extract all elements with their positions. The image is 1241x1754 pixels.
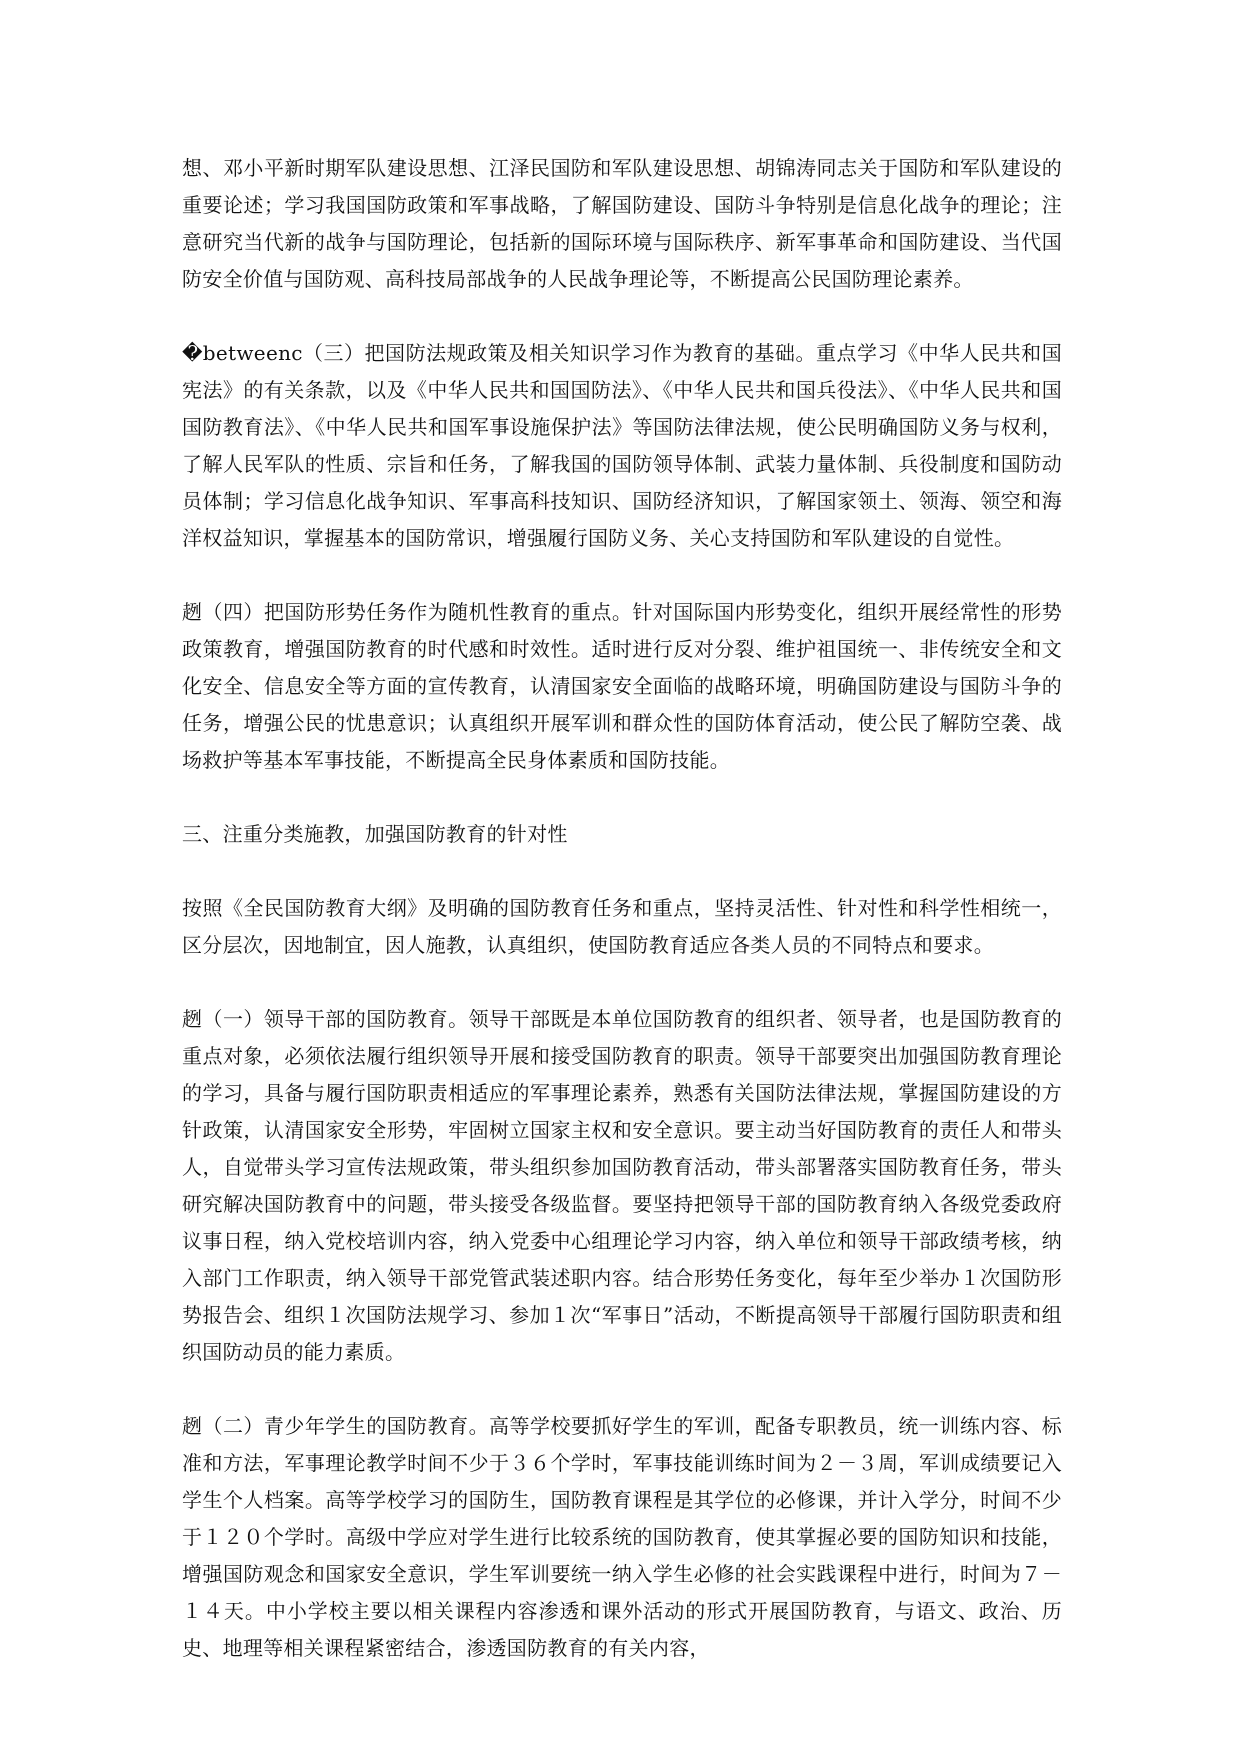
paragraph-outline-intro: 按照《全民国防教育大纲》及明确的国防教育任务和重点，坚持灵活性、针对性和科学性相统一，区分层次，因地制宜，因人施教，认真组织，使国防教育适应各类人员的不同特点和要求。 bbox=[182, 896, 1062, 957]
paragraph-defense-theory-continued: 想、邓小平新时期军队建设思想、江泽民国防和军队建设思想、胡锦涛同志关于国防和军队建设的重要论述；学习我国国防政策和军事战略，了解国防建设、国防斗争特别是信息化战争的理论；注意研究当代新的战争与国防理论，包括新的国际环境与国际秩序、新军事革命和国防建设、当代国防安全价值与国防观、高科技局部战争的人民战争理论等，不断提高公民国防理论素养。 bbox=[182, 156, 1062, 291]
paragraph-section-4-situation: 趔（四）把国防形势任务作为随机性教育的重点。针对国际国内形势变化，组织开展经常性的形势政策教育，增强国防教育的时代感和时效性。适时进行反对分裂、维护祖国统一、非传统安全和文化安全、信息安全等方面的宣传教育，认清国家安全面临的战略环境，明确国防建设与国防斗争的任务，增强公民的忧患意识；认真组织开展军训和群众性的国防体育活动，使公民了解防空袭、战场救护等基本军事技能，不断提高全民身体素质和国防技能。 bbox=[182, 600, 1062, 772]
paragraph-section-3-laws: �betweenc（三）把国防法规政策及相关知识学习作为教育的基础。重点学习《中华人民共和国宪法》的有关条款，以及《中华人民共和国国防法》、《中华人民共和国兵役法》、《中华人民共和国国防教育法》、《中华人民共和国军事设施保护法》等国防法律法规，使公民明确国防义务与权利，了解人民军队的性质、宗旨和任务，了解我国的国防领导体制、武装力量体制、兵役制度和国防动员体制；学习信息化战争知识、军事高科技知识、国防经济知识，了解国家领土、领海、领空和海洋权益知识，掌握基本的国防常识，增强履行国防义务、关心支持国防和军队建设的自觉性。 bbox=[182, 341, 1062, 550]
paragraph-students-education: 趔（二）青少年学生的国防教育。高等学校要抓好学生的军训，配备专职教员，统一训练内容、标准和方法，军事理论教学时间不少于３６个学时，军事技能训练时间为２－３周，军训成绩要记入学生个人档案。高等学校学习的国防生，国防教育课程是其学位的必修课，并计入学分，时间不少于１２０个学时。高级中学应对学生进行比较系统的国防教育，使其掌握必要的国防知识和技能，增强国防观念和国家安全意识，学生军训要统一纳入学生必修的社会实践课程中进行，时间为７－１４天。中小学校主要以相关课程内容渗透和课外活动的形式开展国防教育，与语文、政治、历史、地理等相关课程紧密结合，渗透国防教育的有关内容， bbox=[182, 1414, 1062, 1660]
section-heading-classified-education: 三、注重分类施教，加强国防教育的针对性 bbox=[182, 822, 568, 846]
paragraph-leaders-education: 趔（一）领导干部的国防教育。领导干部既是本单位国防教育的组织者、领导者，也是国防教育的重点对象，必须依法履行组织领导开展和接受国防教育的职责。领导干部要突出加强国防教育理论的学习，具备与履行国防职责相适应的军事理论素养，熟悉有关国防法律法规，掌握国防建设的方针政策，认清国家安全形势，牢固树立国家主权和安全意识。要主动当好国防教育的责任人和带头人，自觉带头学习宣传法规政策，带头组织参加国防教育活动，带头部署落实国防教育任务，带头研究解决国防教育中的问题，带头接受各级监督。要坚持把领导干部的国防教育纳入各级党委政府议事日程，纳入党校培训内容，纳入党委中心组理论学习内容，纳入单位和领导干部政绩考核，纳入部门工作职责，纳入领导干部党管武装述职内容。结合形势任务变化，每年至少举办１次国防形势报告会、组织１次国防法规学习、参加１次“军事日”活动，不断提高领导干部履行国防职责和组织国防动员的能力素质。 bbox=[182, 1007, 1062, 1364]
document-body bbox=[182, 150, 1062, 1704]
